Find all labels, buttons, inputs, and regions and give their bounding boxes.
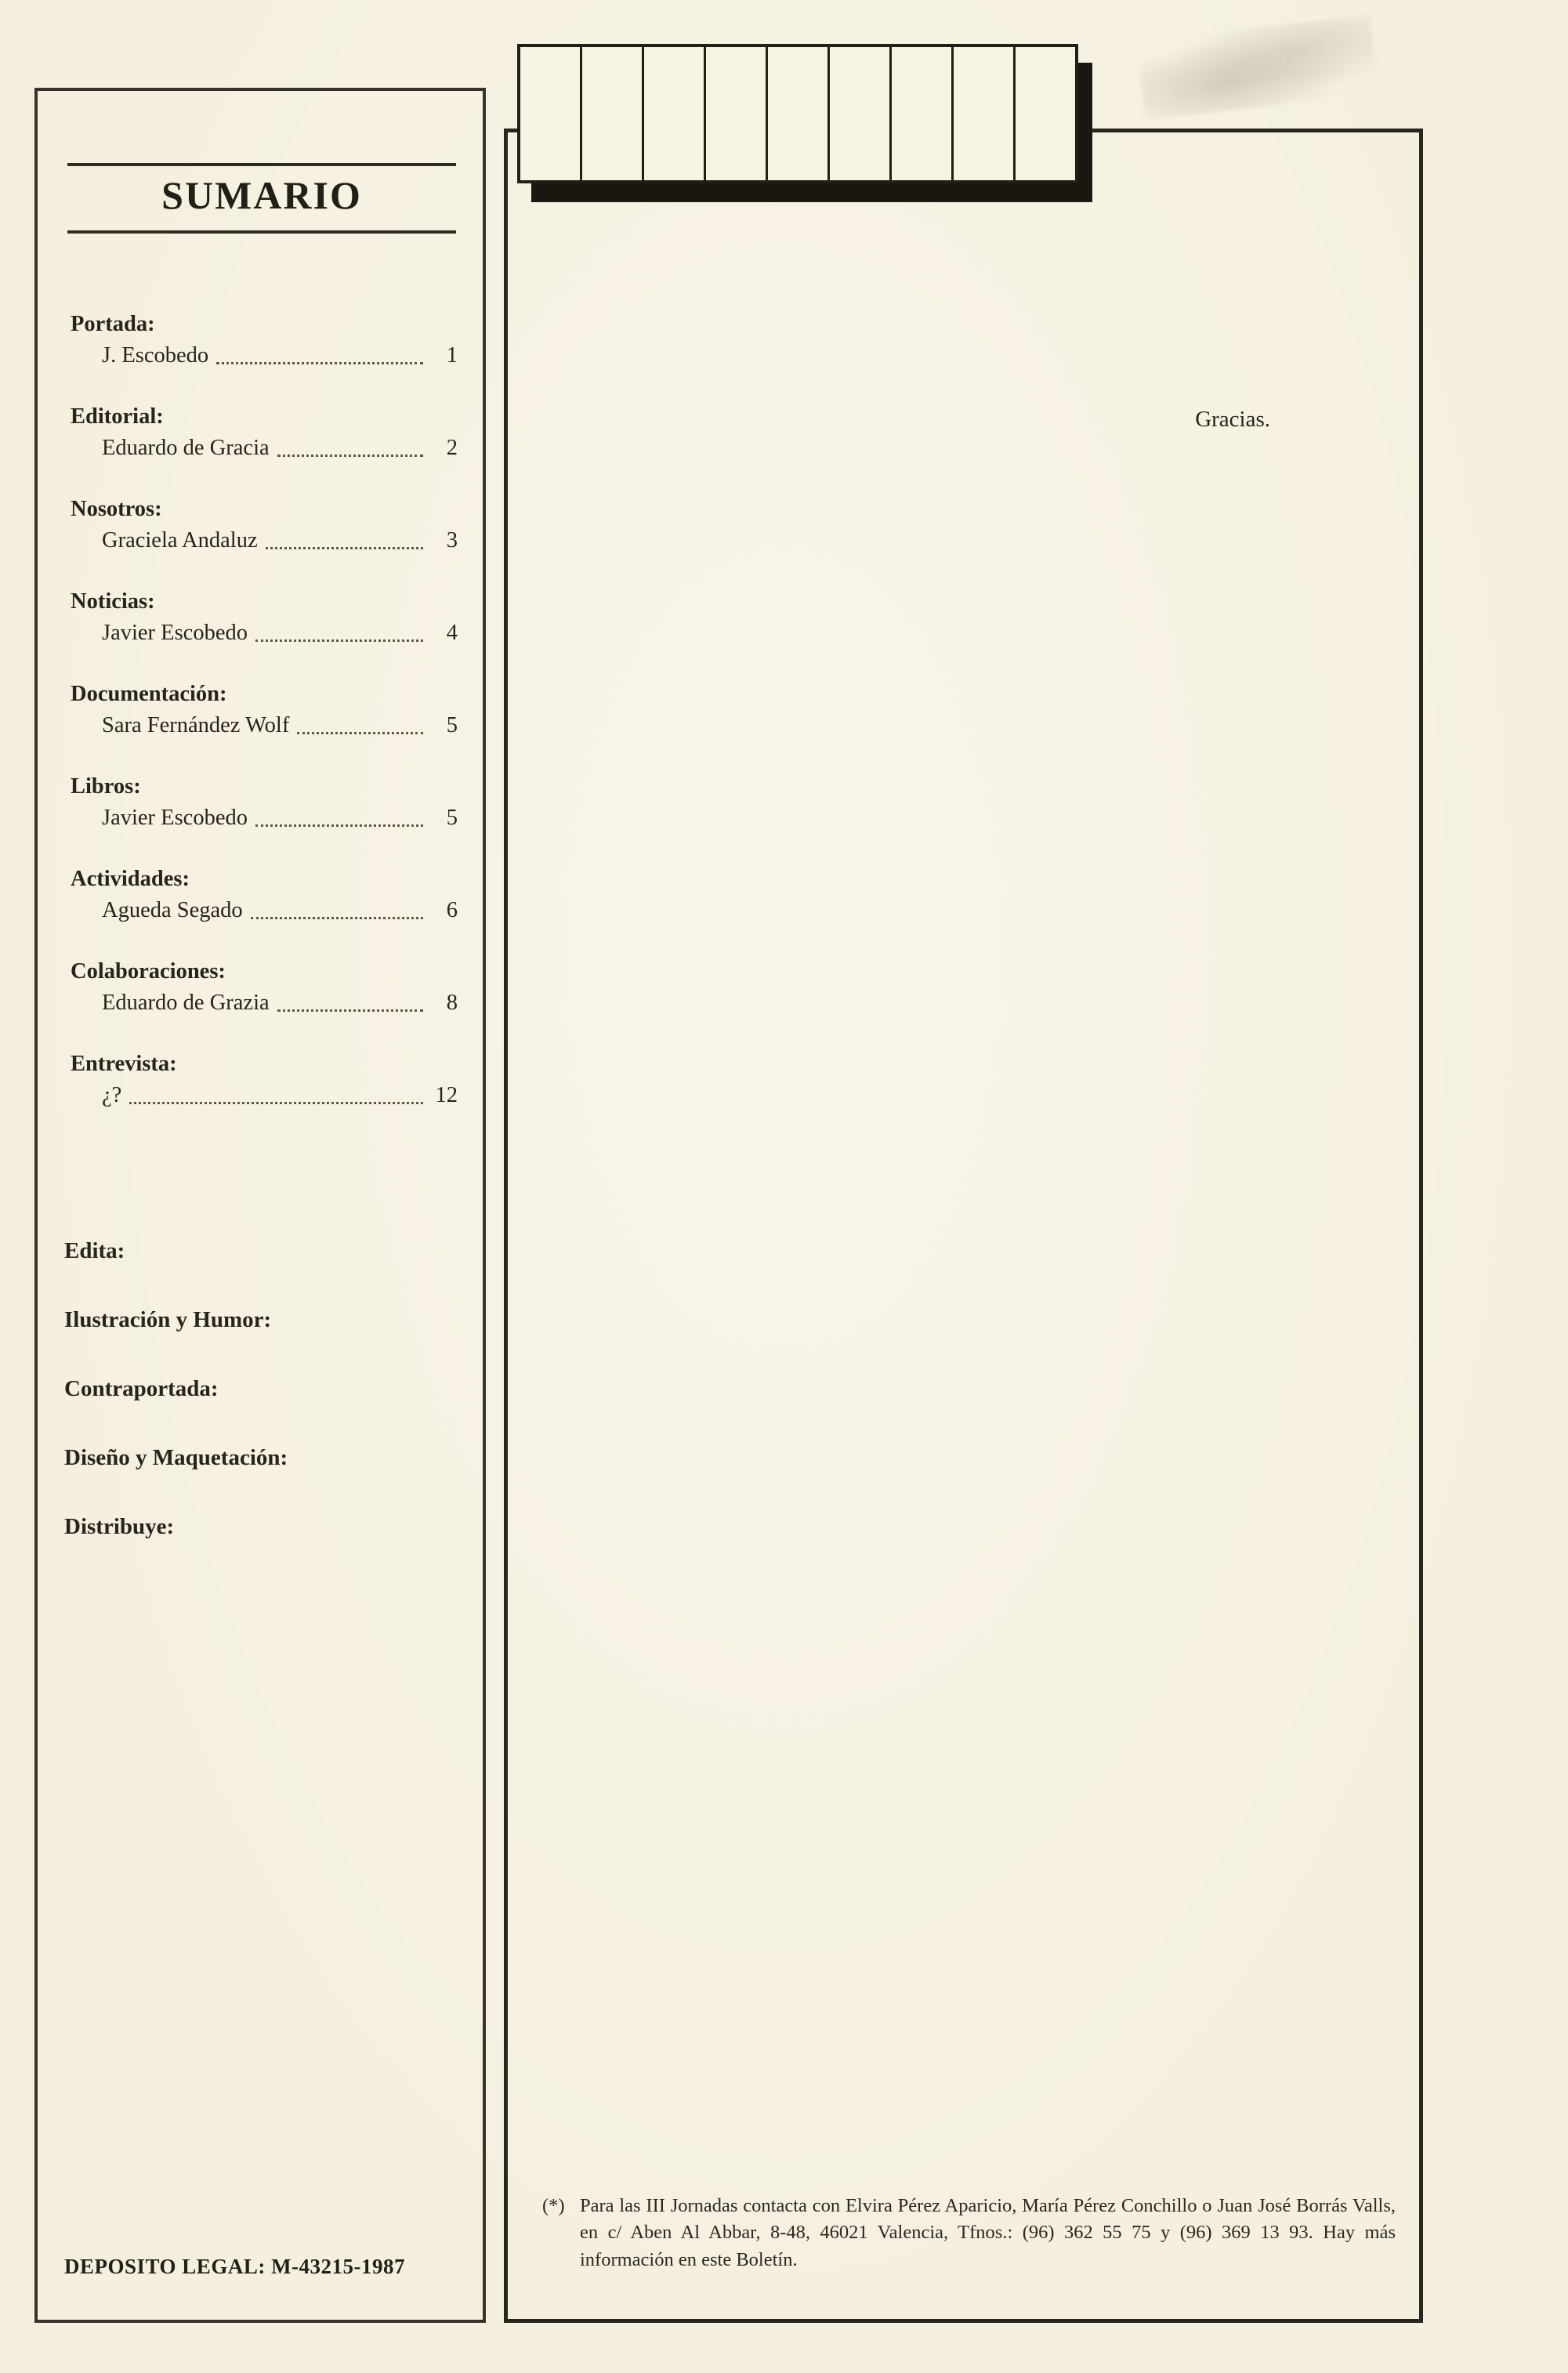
editorial-letter	[892, 47, 954, 180]
toc-section-label: Actividades:	[71, 867, 190, 891]
toc-page-line	[71, 618, 458, 649]
dot-leader	[297, 732, 423, 734]
editorial-letter	[1016, 47, 1075, 180]
credit-block	[61, 1373, 462, 1404]
dot-leader	[277, 455, 423, 457]
editorial-letter	[644, 47, 706, 180]
dot-leader	[255, 639, 423, 642]
toc-section-label: Colaboraciones:	[71, 959, 226, 984]
toc-author: Graciela Andaluz	[102, 528, 258, 552]
toc-entry	[71, 864, 458, 926]
toc-entry	[71, 494, 458, 556]
toc-entry	[71, 586, 458, 649]
toc-page-line	[71, 340, 458, 371]
credit-block	[61, 1511, 462, 1542]
credit-label: Ilustración y Humor:	[64, 1307, 272, 1332]
toc-section-label: Nosotros:	[71, 497, 162, 521]
editorial-logo	[517, 44, 1078, 183]
table-of-contents	[61, 309, 462, 1141]
publisher-label: Edita:	[64, 1238, 125, 1263]
credit-block	[61, 1304, 462, 1335]
toc-author: Eduardo de Grazia	[102, 991, 270, 1015]
toc-page-number: 8	[446, 991, 458, 1015]
toc-author: Eduardo de Gracia	[102, 436, 270, 460]
editorial-panel	[504, 129, 1423, 2323]
toc-page-number: 12	[435, 1083, 458, 1107]
dot-leader	[251, 917, 423, 919]
publisher-block	[61, 1235, 462, 1266]
dot-leader	[216, 362, 423, 364]
toc-page-number: 5	[446, 806, 458, 830]
sumario-panel	[34, 88, 486, 2323]
toc-page-line	[71, 987, 458, 1019]
toc-page-number: 4	[446, 621, 458, 645]
dot-leader	[266, 547, 423, 549]
toc-section-label: Documentación:	[71, 682, 227, 706]
signoff: Gracias.	[1195, 407, 1270, 432]
toc-section-label: Portada:	[71, 312, 155, 336]
toc-page-number: 2	[446, 436, 458, 460]
toc-page-line	[71, 525, 458, 556]
toc-author: Agueda Segado	[102, 898, 243, 922]
toc-author: ¿?	[102, 1083, 122, 1107]
toc-entry	[71, 956, 458, 1019]
toc-entry	[71, 401, 458, 464]
toc-entry	[71, 1049, 458, 1111]
toc-author: Javier Escobedo	[102, 806, 248, 830]
dot-leader	[277, 1009, 423, 1012]
toc-page-line	[71, 1080, 458, 1111]
toc-section-label: Noticias:	[71, 589, 155, 614]
toc-page-line	[71, 802, 458, 834]
toc-entry	[71, 309, 458, 371]
legal-deposit: DEPOSITO LEGAL: M-43215-1987	[64, 2255, 406, 2278]
toc-entry	[71, 771, 458, 834]
footnote	[542, 2193, 1396, 2274]
editorial-letter	[706, 47, 768, 180]
toc-page-number: 1	[446, 343, 458, 368]
toc-entry	[71, 679, 458, 741]
editorial-letter	[582, 47, 644, 180]
editorial-letter	[954, 47, 1016, 180]
credit-block	[61, 1442, 462, 1473]
sumario-title: SUMARIO	[67, 163, 456, 234]
editorial-letter	[520, 47, 582, 180]
footnote-text: Para las III Jornadas contacta con Elvira Pérez Aparicio, María Pérez Conchillo o Juan José Borrás Valls, en c/ Aben Al Abbar, 8-48, 46021 Valencia, Tfnos.: (96) 362 55 75 y (96) 369 13 93. Hay más información en este Boletín.	[580, 2194, 1396, 2270]
toc-section-label: Libros:	[71, 774, 141, 799]
editorial-letter	[768, 47, 830, 180]
credit-label: Contraportada:	[64, 1376, 219, 1401]
footnote-marker: (*)	[542, 2194, 565, 2216]
toc-page-number: 3	[446, 528, 458, 552]
toc-page-number: 6	[446, 898, 458, 922]
toc-page-number: 5	[446, 713, 458, 737]
toc-page-line	[71, 710, 458, 741]
toc-author: Javier Escobedo	[102, 621, 248, 645]
toc-section-label: Entrevista:	[71, 1052, 177, 1076]
dot-leader	[129, 1102, 423, 1104]
toc-author: Sara Fernández Wolf	[102, 713, 290, 737]
editorial-letter	[830, 47, 892, 180]
credits-list	[61, 1266, 462, 1542]
dot-leader	[255, 824, 423, 827]
credit-label: Diseño y Maquetación:	[64, 1445, 288, 1470]
credit-label: Distribuye:	[64, 1514, 175, 1539]
toc-author: J. Escobedo	[102, 343, 209, 368]
pencil-smudge	[1136, 14, 1379, 121]
toc-section-label: Editorial:	[71, 404, 164, 429]
toc-page-line	[71, 433, 458, 464]
toc-page-line	[71, 895, 458, 926]
